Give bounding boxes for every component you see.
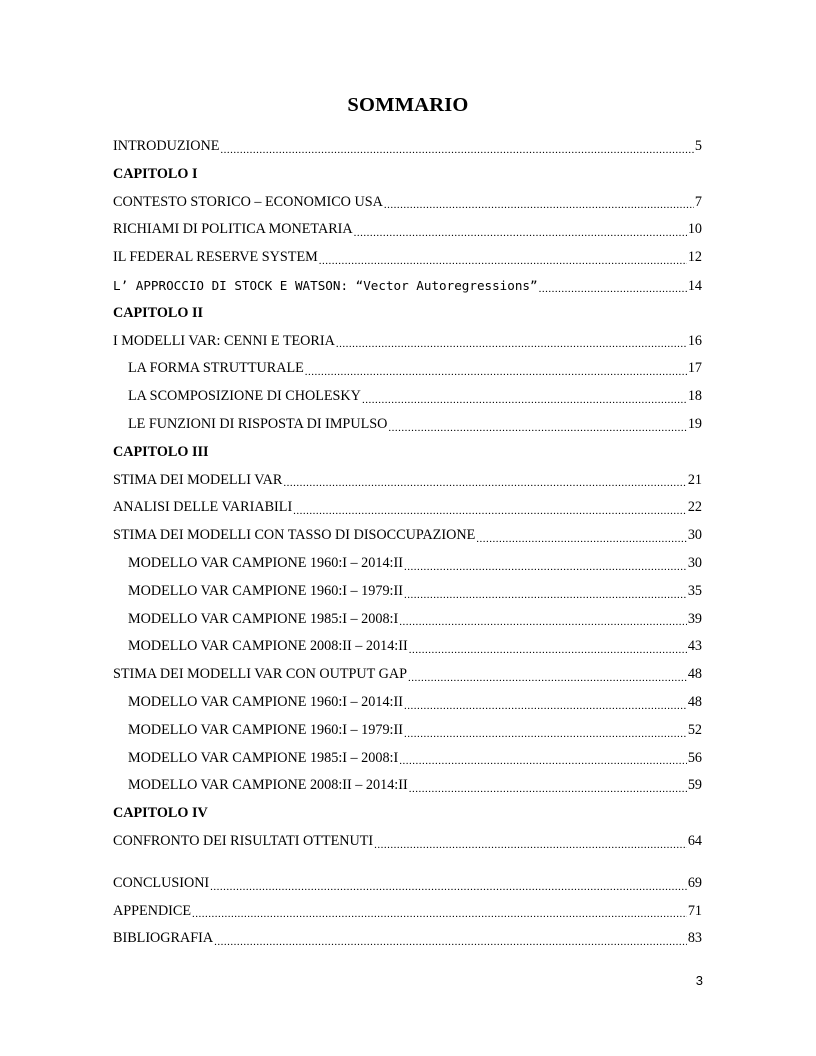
page-number: 3 xyxy=(695,973,703,988)
toc-subentry[interactable] xyxy=(113,717,702,745)
dot-leader xyxy=(404,698,687,712)
dot-leader xyxy=(388,420,686,434)
toc-subentry[interactable] xyxy=(113,355,702,383)
toc-entry-page: 10 xyxy=(687,221,702,238)
toc-subentry[interactable] xyxy=(113,550,702,578)
toc-entry[interactable] xyxy=(113,522,702,550)
toc-entry-introduzione[interactable] xyxy=(113,133,702,161)
toc-entry[interactable] xyxy=(113,494,702,522)
chapter-heading-text: CAPITOLO III xyxy=(113,443,209,460)
toc-entry-text: LA SCOMPOSIZIONE DI CHOLESKY xyxy=(128,388,361,405)
toc-entry-page: 12 xyxy=(687,249,702,266)
toc-entry-page: 83 xyxy=(687,930,702,947)
toc-entry-page: 5 xyxy=(694,138,702,154)
toc-entry-page: 35 xyxy=(687,582,702,599)
toc-entry-text: L’ APPROCCIO DI STOCK E WATSON: “Vector Autoregressions” xyxy=(113,277,538,293)
chapter-heading-2 xyxy=(113,300,702,328)
toc-entry-text: MODELLO VAR CAMPIONE 1985:I – 2008:I xyxy=(128,610,399,627)
dot-leader xyxy=(399,753,687,767)
toc-subentry[interactable] xyxy=(113,772,702,800)
page-title: SOMMARIO xyxy=(347,94,469,116)
dot-leader xyxy=(220,142,694,156)
dot-leader xyxy=(192,906,687,920)
toc-entry[interactable] xyxy=(113,244,702,272)
toc-entry[interactable] xyxy=(113,272,702,300)
toc-entry-page: 59 xyxy=(687,777,702,794)
toc-entry-text: RICHIAMI DI POLITICA MONETARIA xyxy=(113,221,353,238)
toc-entry-text: LE FUNZIONI DI RISPOSTA DI IMPULSO xyxy=(128,415,388,432)
dot-leader xyxy=(476,531,687,545)
toc-entry[interactable] xyxy=(113,216,702,244)
dot-leader xyxy=(384,197,694,211)
toc-entry-text: MODELLO VAR CAMPIONE 1960:I – 2014:II xyxy=(128,693,403,710)
toc-subentry[interactable] xyxy=(113,633,702,661)
toc-entry-text: INTRODUZIONE xyxy=(113,138,220,154)
dot-leader xyxy=(214,934,687,948)
toc-entry-page: 43 xyxy=(687,638,702,655)
table-of-contents xyxy=(113,133,702,953)
dot-leader xyxy=(336,336,687,350)
toc-entry[interactable] xyxy=(113,189,702,217)
toc-subentry[interactable] xyxy=(113,689,702,717)
toc-entry-text: CONFRONTO DEI RISULTATI OTTENUTI xyxy=(113,832,374,849)
toc-entry-text: MODELLO VAR CAMPIONE 1960:I – 1979:II xyxy=(128,721,403,738)
dot-leader xyxy=(362,392,687,406)
toc-entry[interactable] xyxy=(113,328,702,356)
dot-leader xyxy=(408,670,687,684)
toc-entry-page: 39 xyxy=(687,610,702,627)
toc-entry-text: MODELLO VAR CAMPIONE 2008:II – 2014:II xyxy=(128,777,408,794)
dot-leader xyxy=(305,364,687,378)
toc-subentry[interactable] xyxy=(113,578,702,606)
toc-entry-page: 48 xyxy=(687,666,702,683)
toc-entry-text: STIMA DEI MODELLI VAR xyxy=(113,471,283,488)
chapter-heading-1 xyxy=(113,161,702,189)
toc-entry-page: 69 xyxy=(687,874,702,891)
toc-subentry[interactable] xyxy=(113,606,702,634)
toc-subentry[interactable] xyxy=(113,383,702,411)
toc-entry-page: 7 xyxy=(694,193,702,210)
toc-entry-appendice[interactable] xyxy=(113,898,702,926)
toc-entry-page: 30 xyxy=(687,527,702,544)
toc-subentry[interactable] xyxy=(113,411,702,439)
chapter-heading-text: CAPITOLO II xyxy=(113,304,204,321)
toc-entry-text: CONCLUSIONI xyxy=(113,874,210,891)
toc-entry-page: 71 xyxy=(687,902,702,919)
chapter-heading-text: CAPITOLO I xyxy=(113,165,198,182)
toc-entry-text: LA FORMA STRUTTURALE xyxy=(128,360,304,377)
toc-entry-bibliografia[interactable] xyxy=(113,925,702,953)
dot-leader xyxy=(539,281,687,295)
toc-entry-page: 21 xyxy=(687,471,702,488)
dot-leader xyxy=(399,614,687,628)
toc-entry-page: 48 xyxy=(687,693,702,710)
toc-entry-page: 56 xyxy=(687,749,702,766)
toc-entry[interactable] xyxy=(113,467,702,495)
dot-leader xyxy=(283,475,686,489)
toc-entry-text: BIBLIOGRAFIA xyxy=(113,930,214,947)
toc-entry-page: 14 xyxy=(687,277,702,294)
dot-leader xyxy=(354,225,687,239)
toc-entry-page: 30 xyxy=(687,554,702,571)
toc-entry-page: 18 xyxy=(687,388,702,405)
toc-entry-text: MODELLO VAR CAMPIONE 1985:I – 2008:I xyxy=(128,749,399,766)
dot-leader xyxy=(210,879,687,893)
toc-entry-text: ANALISI DELLE VARIABILI xyxy=(113,499,293,516)
chapter-heading-4 xyxy=(113,800,702,828)
toc-entry[interactable] xyxy=(113,661,702,689)
dot-leader xyxy=(409,642,687,656)
toc-entry-text: STIMA DEI MODELLI CON TASSO DI DISOCCUPAZIONE xyxy=(113,527,476,544)
toc-entry-text: MODELLO VAR CAMPIONE 1960:I – 1979:II xyxy=(128,582,403,599)
toc-entry-text: APPENDICE xyxy=(113,902,192,919)
toc-entry-page: 17 xyxy=(687,360,702,377)
chapter-heading-3 xyxy=(113,439,702,467)
toc-entry-text: STIMA DEI MODELLI VAR CON OUTPUT GAP xyxy=(113,666,408,683)
toc-entry[interactable] xyxy=(113,828,702,856)
toc-entry-text: I MODELLI VAR: CENNI E TEORIA xyxy=(113,332,335,349)
toc-entry-conclusioni[interactable] xyxy=(113,870,702,898)
toc-entry-page: 16 xyxy=(687,332,702,349)
toc-subentry[interactable] xyxy=(113,745,702,773)
dot-leader xyxy=(293,503,687,517)
toc-entry-page: 52 xyxy=(687,721,702,738)
dot-leader xyxy=(374,837,687,851)
chapter-heading-text: CAPITOLO IV xyxy=(113,805,208,822)
dot-leader xyxy=(319,253,687,267)
dot-leader xyxy=(404,559,687,573)
dot-leader xyxy=(404,726,687,740)
toc-entry-text: IL FEDERAL RESERVE SYSTEM xyxy=(113,249,318,266)
dot-leader xyxy=(404,587,687,601)
toc-entry-text: MODELLO VAR CAMPIONE 2008:II – 2014:II xyxy=(128,638,408,655)
toc-entry-page: 22 xyxy=(687,499,702,516)
toc-entry-text: MODELLO VAR CAMPIONE 1960:I – 2014:II xyxy=(128,554,403,571)
toc-entry-text: CONTESTO STORICO – ECONOMICO USA xyxy=(113,193,383,210)
dot-leader xyxy=(409,781,687,795)
toc-entry-page: 19 xyxy=(687,415,702,432)
toc-entry-page: 64 xyxy=(687,832,702,849)
